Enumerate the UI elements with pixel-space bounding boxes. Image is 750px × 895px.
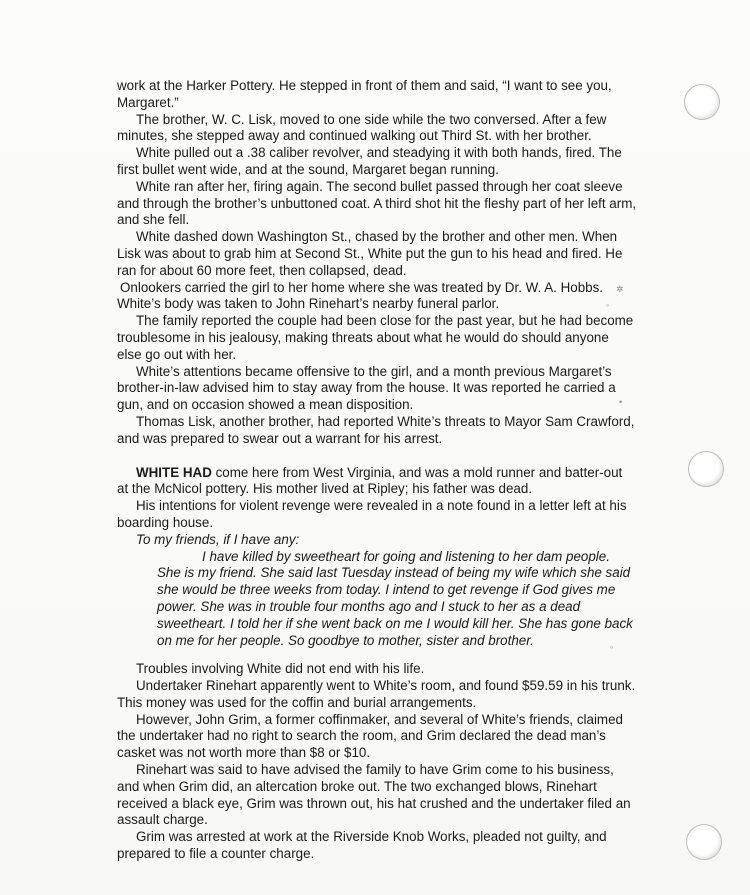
section-paragraph [117, 465, 637, 499]
note-intro: His intentions for violent revenge were revealed in a note found in a letter left at his boarding house. [117, 498, 627, 530]
paragraph: Onlookers carried the girl to her home where she was treated by Dr. W. A. Hobbs. White’s body was taken to John Rinehart’s nearby funeral parlor. [117, 279, 604, 312]
section-lead: WHITE HAD [136, 464, 212, 480]
paragraph: Rinehart was said to have advised the family to have Grim come to his business, and when Grim did, an altercation broke out. The two exchanged blows, Rinehart received a black eye, Grim was thrown out, his hat crushed and the undertaker filed an assault charge. [117, 762, 631, 828]
paragraph: Undertaker Rinehart apparently went to White’s room, and found $59.59 in his trunk. This money was used for the coffin and burial arrangements. [117, 678, 636, 710]
section-text: come here from West Virginia, and was a mold runner and batter-out at the McNicol pottery. His mother lived at Ripley; his father was dead. [117, 464, 623, 497]
scan-speck: ◦ [610, 642, 614, 652]
punch-hole-middle [688, 451, 724, 487]
paragraph: Thomas Lisk, another brother, had reported White’s threats to Mayor Sam Crawford, and was prepared to swear out a warrant for his arrest. [117, 413, 635, 446]
paragraph: Troubles involving White did not end with his life. [136, 661, 425, 677]
paragraph: White dashed down Washington St., chased by the brother and other men. When Lisk was about to grab him at Second St., White put the gun to his head and fired. He ran for about 60 more feet, then collapsed, dead. [117, 229, 623, 278]
paragraph: White ran after her, firing again. The second bullet passed through her coat sleeve and through the brother’s unbuttoned coat. A third shot hit the fleshy part of her left arm, and she fell. [117, 178, 637, 228]
scan-speck: ◦ [606, 300, 610, 310]
punch-hole-top [684, 84, 720, 120]
paragraph: The family reported the couple had been close for the past year, but he had become troublesome in his jealousy, making threats about what he would do should anyone else go out with her. [117, 313, 634, 362]
letter-salutation: To my friends, if I have any: [136, 531, 300, 547]
paragraph: White’s attentions became offensive to the girl, and a month previous Margaret’s brother-in-law advised him to stay away from the house. It was reported he carried a gun, and on occasion showed a mean disposition. [117, 363, 616, 413]
scan-speck: • [619, 397, 623, 407]
scan-speck: ✲ [616, 284, 624, 294]
paragraph: The brother, W. C. Lisk, moved to one side while the two conversed. After a few minutes, she stepped away and continued walking out Third St. with her brother. [117, 111, 607, 144]
letter-body: I have killed by sweetheart for going and listening to her dam people. She is my friend. She said last Tuesday instead of being my wife which she said she would be three weeks from today. I intend to get revenge if God gives me power. She was in trouble four months ago and I stuck to her as a dead sweetheart. I told her if she went back on me I would kill her. She has gone back on me for her people. So goodbye to mother, sister and brother. [157, 548, 633, 648]
article-body [117, 78, 637, 863]
paragraph: White pulled out a .38 caliber revolver, and steadying it with both hands, fired. The first bullet went wide, and at the sound, Margaret began running. [117, 145, 622, 177]
punch-hole-bottom [686, 824, 722, 860]
paragraph: However, John Grim, a former coffinmaker, and several of White’s friends, claimed the undertaker had no right to search the room, and Grim declared the dead man’s casket was not worth more than $8 or $10. [117, 711, 623, 761]
paragraph: work at the Harker Pottery. He stepped in front of them and said, “I want to see you, Margaret.” [117, 78, 612, 110]
paragraph: Grim was arrested at work at the Riverside Knob Works, pleaded not guilty, and prepared to file a counter charge. [117, 829, 607, 862]
